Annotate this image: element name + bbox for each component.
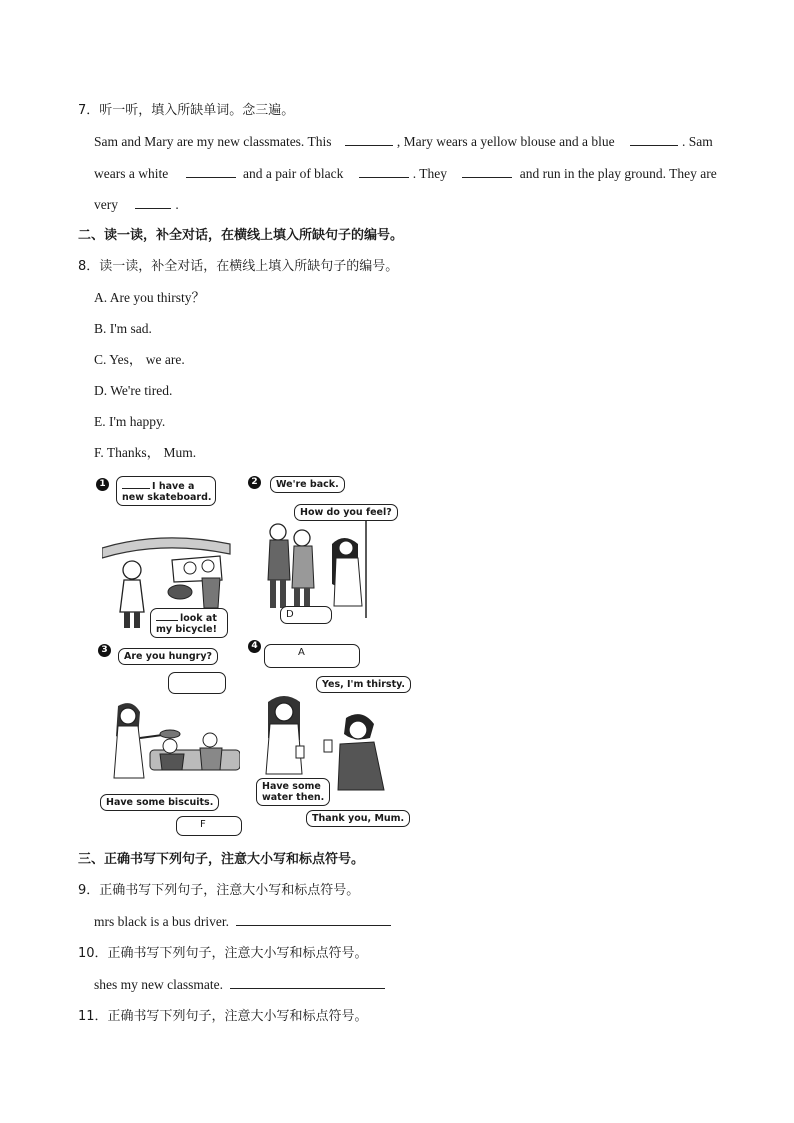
panel-number-1: 1 — [96, 478, 109, 491]
speech-bubble: D — [280, 606, 332, 624]
answer-blank[interactable] — [345, 133, 393, 146]
question-7-line-1: Sam and Mary are my new classmates. This , Mary wears a yellow blouse and a blue . Sam — [94, 134, 713, 149]
section-2-heading: 二、读一读，补全对话，在横线上填入所缺句子的编号。 — [78, 228, 404, 243]
speech-bubble: Are you hungry? — [118, 648, 218, 665]
question-8-title: 8．读一读，补全对话，在横线上填入所缺句子的编号。 — [78, 259, 399, 274]
question-9-title: 9．正确书写下列句子，注意大小写和标点符号。 — [78, 883, 360, 898]
speech-bubble: Thank you, Mum. — [306, 810, 410, 827]
speech-bubble: look at my bicycle! — [150, 608, 228, 638]
answer-blank[interactable] — [462, 165, 512, 178]
option-a: A. Are you thirsty？ — [94, 290, 205, 305]
speech-bubble: F — [176, 816, 242, 836]
answer-blank[interactable] — [186, 165, 236, 178]
question-7-line-2: wears a white and a pair of black . They and run in the play ground. They are — [94, 166, 717, 181]
question-11-title: 11．正确书写下列句子，注意大小写和标点符号。 — [78, 1009, 368, 1024]
answer-line[interactable] — [236, 913, 391, 926]
option-c: C. Yes， we are. — [94, 352, 185, 367]
panel-number-2: 2 — [248, 476, 261, 489]
answer-blank[interactable] — [359, 165, 409, 178]
speech-bubble: Yes, I'm thirsty. — [316, 676, 411, 693]
question-10-title: 10．正确书写下列句子，注意大小写和标点符号。 — [78, 946, 368, 961]
panel-2-illustration — [262, 518, 390, 618]
answer-blank[interactable] — [156, 611, 178, 621]
speech-bubble: Have some biscuits. — [100, 794, 219, 811]
speech-bubble: A — [264, 644, 360, 668]
panel-number-4: 4 — [248, 640, 261, 653]
answer-blank[interactable] — [135, 196, 171, 209]
speech-bubble: How do you feel? — [294, 504, 398, 521]
answer-blank[interactable] — [630, 133, 678, 146]
speech-bubble: I have a new skateboard. — [116, 476, 216, 506]
speech-bubble: We're back. — [270, 476, 345, 493]
option-d: D. We're tired. — [94, 383, 173, 398]
option-e: E. I'm happy. — [94, 414, 166, 429]
question-7-title: 7．听一听，填入所缺单词。念三遍。 — [78, 103, 295, 118]
panel-number-3: 3 — [98, 644, 111, 657]
option-b: B. I'm sad. — [94, 321, 152, 336]
answer-line[interactable] — [230, 976, 385, 989]
speech-bubble: Have some water then. — [256, 778, 330, 806]
section-3-heading: 三、正确书写下列句子，注意大小写和标点符号。 — [78, 852, 365, 867]
question-7-line-3: very . — [94, 197, 179, 212]
comic-strip — [94, 468, 406, 840]
answer-blank[interactable] — [122, 479, 150, 489]
question-9-sentence: mrs black is a bus driver. — [94, 913, 395, 931]
question-10-sentence: shes my new classmate. — [94, 976, 389, 994]
panel-3-illustration — [100, 698, 240, 798]
speech-bubble[interactable] — [168, 672, 226, 694]
option-f: F. Thanks， Mum. — [94, 445, 197, 460]
